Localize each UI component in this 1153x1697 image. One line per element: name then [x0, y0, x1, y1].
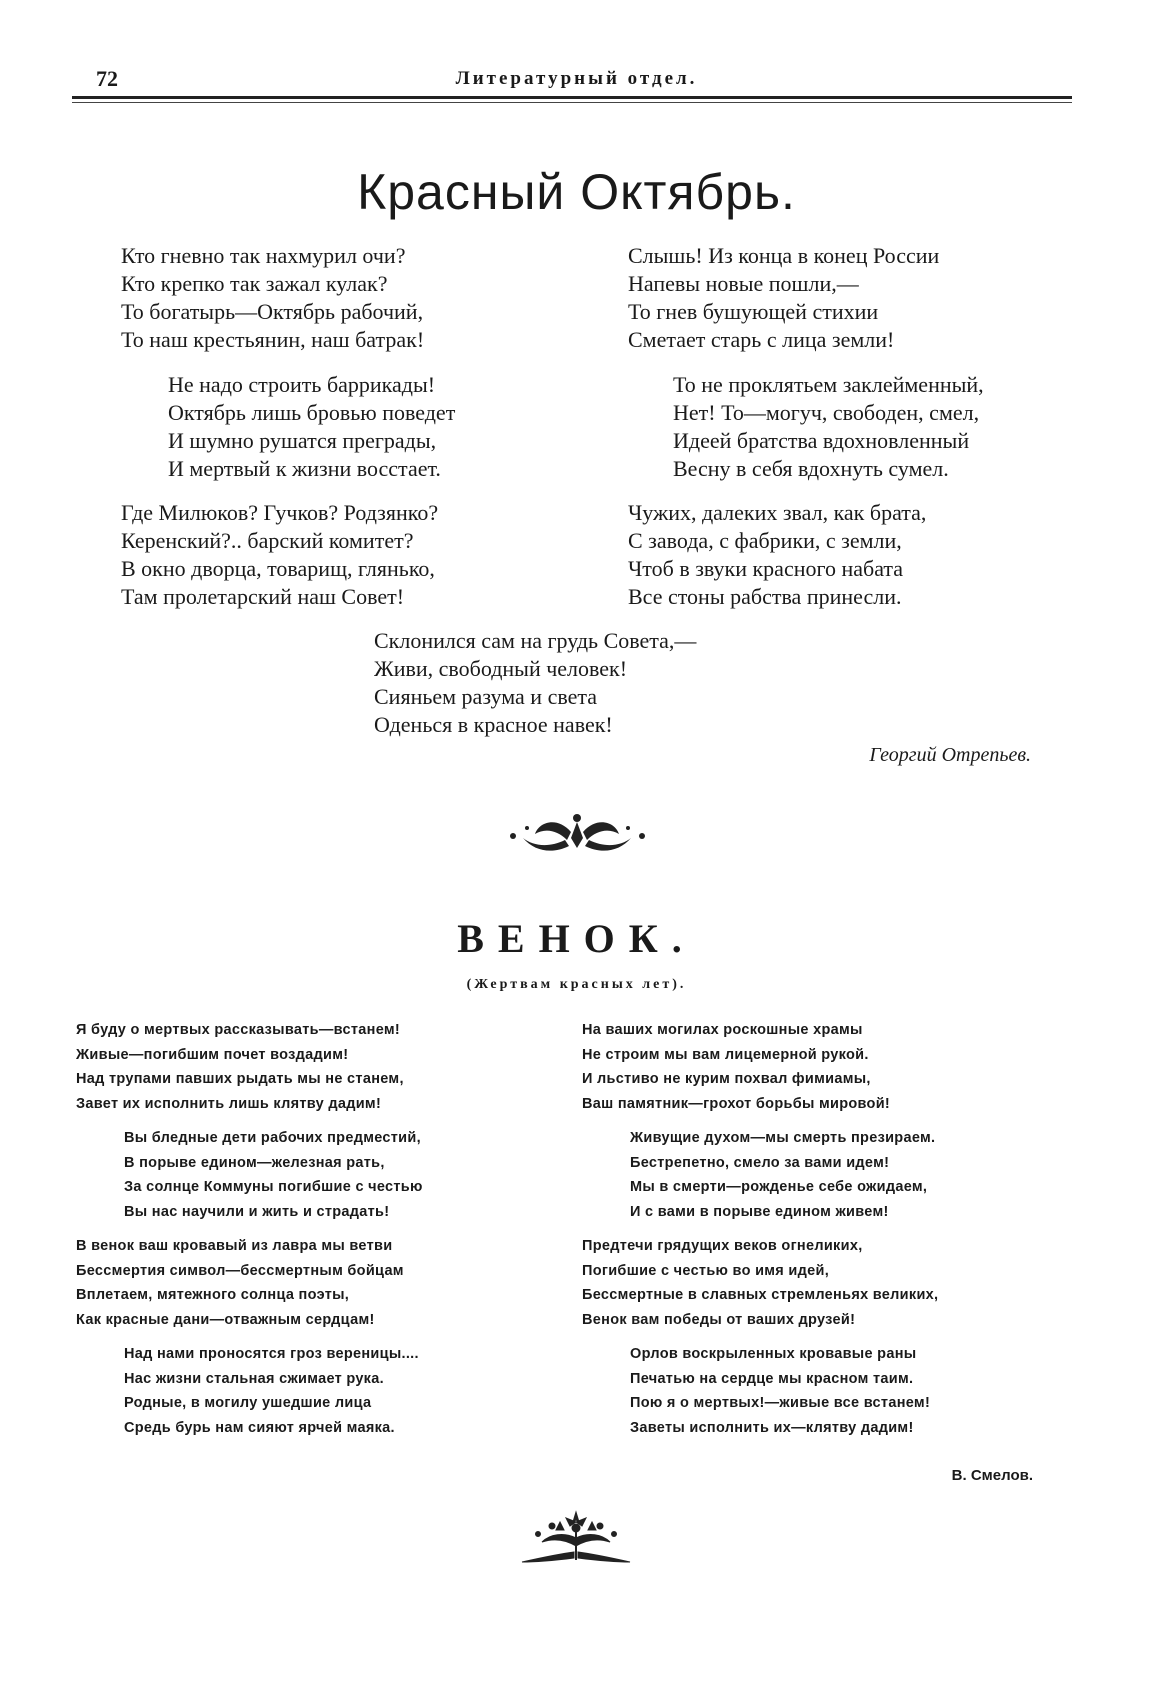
verse-line: Погибшие с честью во имя идей,	[582, 1262, 830, 1279]
stanza	[76, 1018, 404, 1116]
verse-line: Сияньем разума и света	[374, 684, 598, 709]
verse-line: Вплетаем, мятежного солнца поэты,	[76, 1287, 350, 1303]
poem-title: Красный Октябрь.	[357, 164, 796, 220]
verse-line: Склонился сам на грудь Совета,—	[374, 628, 697, 653]
stanza	[124, 1126, 423, 1224]
verse-line: Не надо строить баррикады!	[168, 372, 436, 397]
verse-line: Сметает старь с лица земли!	[628, 327, 895, 352]
stanza	[374, 627, 696, 739]
verse-line: Все стоны рабства принесли.	[628, 584, 902, 609]
verse-line: Где Милюков? Гучков? Родзянко?	[121, 500, 439, 525]
stanza	[630, 1126, 935, 1224]
author-signature: В. Смелов.	[951, 1467, 1033, 1484]
stanza	[121, 242, 424, 354]
verse-line: В окно дворца, товарищ, гляньк​о,	[121, 556, 435, 581]
verse-line: На ваших могилах роскошные храмы	[582, 1022, 863, 1038]
verse-line: Кто гневно так нахмурил очи?	[121, 243, 406, 268]
verse-line: И льстиво не курим похвал фимиамы,	[582, 1071, 871, 1087]
ornament-divider	[505, 808, 650, 858]
verse-line: Родные, в могилу ушедшие лица	[124, 1395, 372, 1411]
verse-line: Живые—погибшим почет воздадим!	[76, 1046, 349, 1063]
verse-line: Средь бурь нам сияют ярчей маяка.	[124, 1419, 395, 1436]
stanza	[630, 1342, 930, 1440]
verse-line: То наш крестьянин, наш батрак!	[121, 327, 425, 352]
verse-line: Не строим мы вам лицемерной рукой.	[582, 1046, 869, 1063]
verse-line: И шумно рушатся преграды,	[168, 428, 437, 453]
verse-line: Живущие духом—мы смерть презираем.	[630, 1130, 936, 1146]
stanza	[628, 499, 926, 611]
verse-line: Идеей братства вдохновленный	[673, 428, 970, 453]
verse-line: Нас жизни стальная сжимает рука.	[124, 1370, 384, 1387]
verse-line: Чтоб в звуки красного набата	[628, 556, 904, 581]
verse-line: Бестрепетно, смело за вами идем!	[630, 1154, 890, 1171]
verse-line: Завет их исполнить лишь клятву дадим!	[76, 1095, 382, 1112]
verse-line: Слышь! Из конца в конец России	[628, 243, 940, 268]
verse-line: Венок вам победы от ваших друзей!	[582, 1311, 856, 1328]
page-number: 72	[96, 66, 118, 91]
stanza	[76, 1234, 404, 1332]
floral-ornament	[516, 1508, 636, 1566]
verse-line: Оденься в красное навек!	[374, 712, 613, 737]
verse-line: Там пролетарский наш Совет!	[121, 584, 405, 609]
verse-line: Пою я о мертвых!—живые все встанем!	[630, 1395, 931, 1411]
verse-line: Нет! То—могуч, свободен, смел,	[673, 400, 980, 425]
verse-line: Над нами проносятся гроз вереницы....	[124, 1346, 419, 1362]
verse-line: Предтечи грядущих веков огнеликих,	[582, 1238, 863, 1254]
verse-line: То богатырь—Октябрь рабочий,	[121, 299, 424, 324]
verse-line: Мы в смерти—рожденье себе ожидаем,	[630, 1179, 928, 1195]
verse-line: Орлов воскрыленных кровавые раны	[630, 1346, 917, 1362]
header-rule	[72, 96, 1072, 99]
verse-line: Керенский?.. барский комитет?	[121, 528, 414, 553]
verse-line: И с вами в порыве едином живем!	[630, 1203, 889, 1220]
verse-line: И мертвый к жизни восстает.	[168, 456, 441, 481]
stanza	[628, 242, 939, 354]
poem-title: ВЕНОК.	[457, 916, 696, 961]
stanza	[124, 1342, 419, 1440]
verse-line: Живи, свободный человек!	[374, 656, 628, 681]
verse-line: Весну в себя вдохнуть сумел.	[673, 456, 949, 481]
running-head: Литературный отдел.	[455, 68, 698, 89]
stanza	[673, 371, 984, 483]
stanza	[168, 371, 455, 483]
verse-line: В венок ваш кровавый из лавра мы ветви	[76, 1238, 393, 1254]
verse-line: Над трупами павших рыдать мы не станем,	[76, 1071, 404, 1087]
verse-line: В порыве едином—железная рать,	[124, 1154, 385, 1171]
verse-line: То гнев бушующей стихии	[628, 299, 879, 324]
header-rule-thin	[72, 102, 1072, 103]
stanza	[582, 1018, 890, 1116]
verse-line: За солнце Коммуны погибшие с честью	[124, 1179, 423, 1195]
stanza	[121, 499, 438, 611]
verse-line: Ваш памятник—грохот борьбы мировой!	[582, 1095, 891, 1112]
author-signature: Георгий Отрепьев.	[869, 744, 1031, 766]
verse-line: Бессмертия символ—бессмертным бойцам	[76, 1262, 404, 1279]
verse-line: То не проклятьем заклейменный,	[673, 372, 984, 397]
poem-subtitle: (Жертвам красных лет).	[466, 977, 687, 992]
verse-line: Как красные дани—отважным сердцам!	[76, 1311, 375, 1328]
verse-line: Бессмертные в славных стремленьях великих,	[582, 1287, 939, 1303]
verse-line: Вы бледные дети рабочих предместий,	[124, 1130, 421, 1146]
verse-line: Печатью на сердце мы красном таим.	[630, 1370, 914, 1387]
verse-line: С завода, с фабрики, с земли,	[628, 528, 902, 553]
verse-line: Напевы новые пошли,—	[628, 271, 859, 296]
verse-line: Заветы исполнить их—клятву дадим!	[630, 1419, 914, 1436]
verse-line: Кто крепко так зажал кулак?	[121, 271, 388, 296]
verse-line: Я буду о мертвых рассказывать—встанем!	[76, 1022, 401, 1038]
stanza	[582, 1234, 938, 1332]
verse-line: Чужих, далеких звал, как брата,	[628, 500, 927, 525]
verse-line: Октябрь лишь бровью поведет	[168, 400, 456, 425]
verse-line: Вы нас научили и жить и страдать!	[124, 1203, 390, 1220]
